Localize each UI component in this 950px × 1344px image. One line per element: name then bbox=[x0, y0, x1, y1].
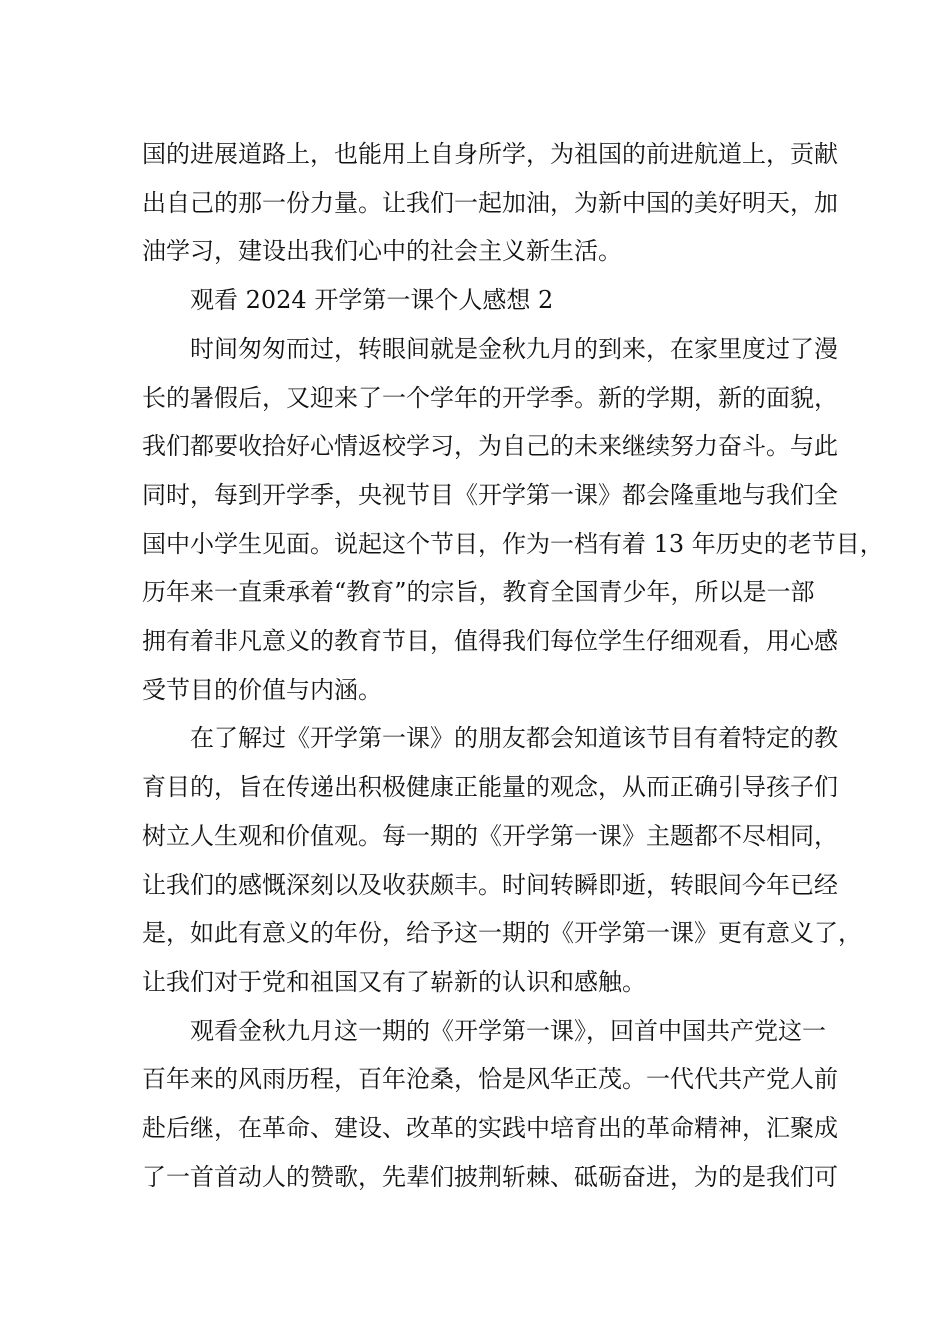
text-line: 油学习，建设出我们心中的社会主义新生活。 bbox=[142, 237, 622, 266]
text-line: 我们都要收拾好心情返校学习，为自己的未来继续努力奋斗。与此 bbox=[142, 432, 838, 461]
text-line: 育目的，旨在传递出积极健康正能量的观念，从而正确引导孩子们 bbox=[142, 773, 838, 802]
heading-line: 观看 2024 开学第一课个人感想 2 bbox=[190, 286, 554, 315]
text-line: 国的进展道路上，也能用上自身所学，为祖国的前进航道上，贡献 bbox=[142, 140, 838, 168]
text-line: 了一首首动人的赞歌，先辈们披荆斩棘、砥砺奋进，为的是我们可 bbox=[142, 1162, 838, 1191]
paragraph-2 bbox=[142, 714, 862, 1006]
text-line: 受节目的价值与内涵。 bbox=[142, 675, 382, 704]
text-line: 观看金秋九月这一期的《开学第一课》，回首中国共产党这一 bbox=[190, 1016, 826, 1045]
text-line: 是，如此有意义的年份，给予这一期的《开学第一课》更有意义了， bbox=[142, 919, 862, 948]
text-line: 同时，每到开学季，央视节目《开学第一课》都会隆重地与我们全 bbox=[142, 480, 838, 509]
section-heading bbox=[142, 276, 832, 325]
document-body bbox=[142, 130, 884, 1201]
paragraph-3 bbox=[142, 1007, 838, 1202]
paragraph-1 bbox=[142, 325, 884, 715]
text-line: 在了解过《开学第一课》的朋友都会知道该节目有着特定的教 bbox=[190, 724, 838, 753]
text-line: 让我们的感慨深刻以及收获颇丰。时间转瞬即逝，转眼间今年已经 bbox=[142, 870, 838, 899]
text-line: 历年来一直秉承着“教育”的宗旨，教育全国青少年，所以是一部 bbox=[142, 578, 815, 607]
paragraph-continuation bbox=[142, 130, 838, 276]
text-line: 让我们对于党和祖国又有了崭新的认识和感触。 bbox=[142, 967, 646, 996]
text-line: 出自己的那一份力量。让我们一起加油，为新中国的美好明天，加 bbox=[142, 188, 838, 217]
text-line: 时间匆匆而过，转眼间就是金秋九月的到来，在家里度过了漫 bbox=[190, 334, 838, 363]
text-line: 拥有着非凡意义的教育节目，值得我们每位学生仔细观看，用心感 bbox=[142, 627, 838, 656]
text-line: 国中小学生见面。说起这个节目，作为一档有着 13 年历史的老节目， bbox=[142, 529, 884, 558]
text-line: 树立人生观和价值观。每一期的《开学第一课》主题都不尽相同， bbox=[142, 821, 838, 850]
text-line: 长的暑假后，又迎来了一个学年的开学季。新的学期，新的面貌， bbox=[142, 383, 838, 412]
text-line: 百年来的风雨历程，百年沧桑，恰是风华正茂。一代代共产党人前 bbox=[142, 1065, 838, 1094]
text-line: 赴后继，在革命、建设、改革的实践中培育出的革命精神，汇聚成 bbox=[142, 1114, 838, 1143]
